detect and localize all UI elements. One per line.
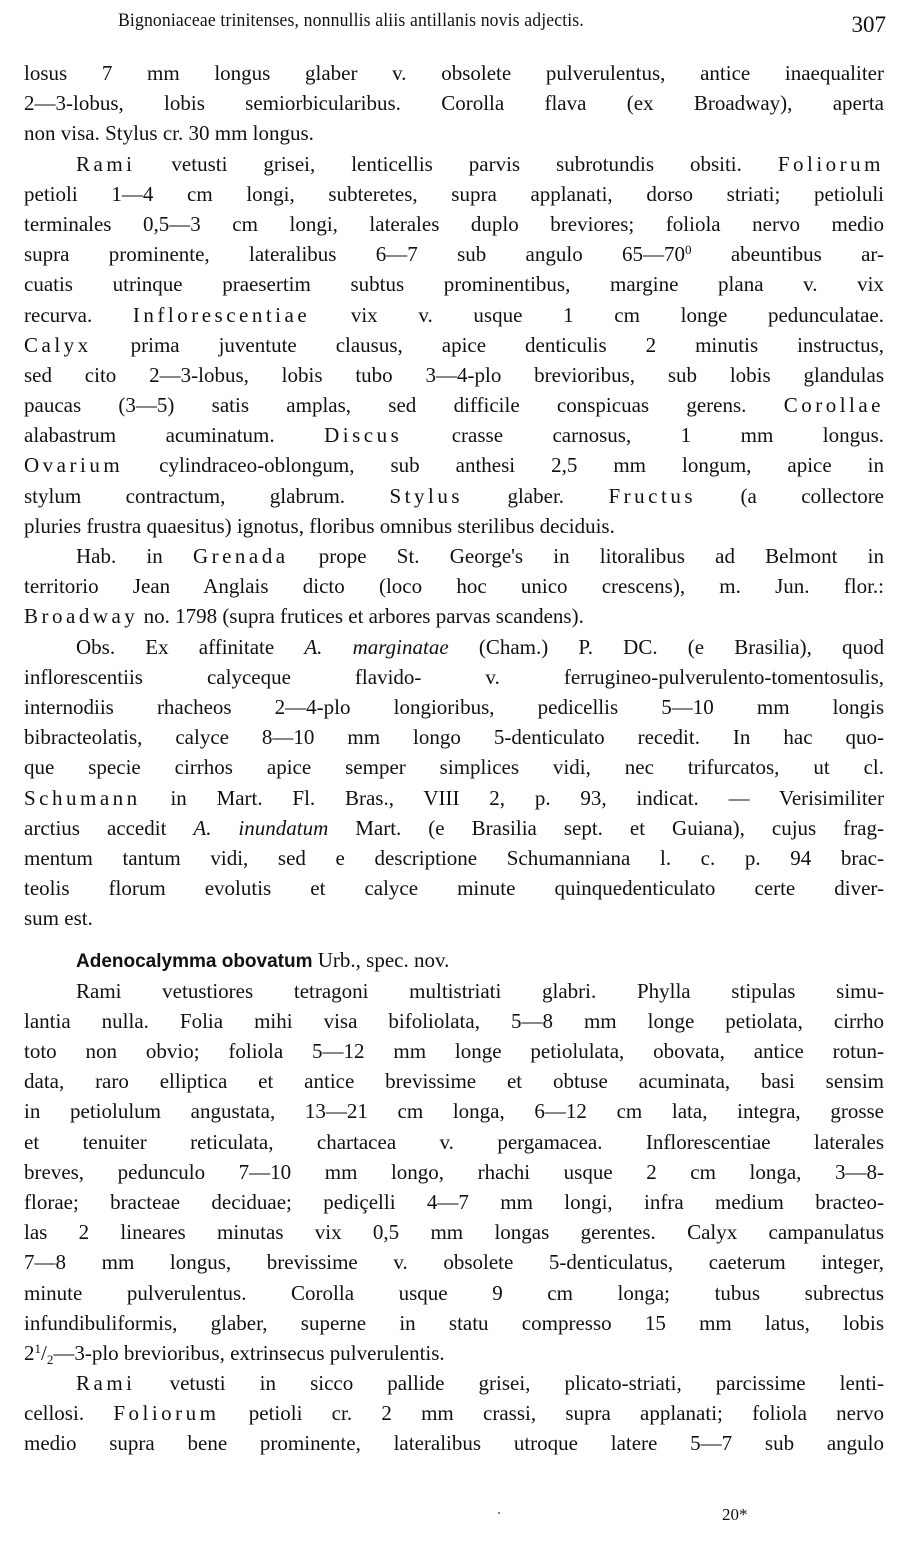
text-run: teolis florum evolutis et calyce minute quinquedenticulato certe diver- xyxy=(24,876,884,901)
text-line xyxy=(24,601,884,631)
text-run: infundibuliformis, glaber, superne in statu compresso 15 mm latus, lobis xyxy=(24,1310,884,1335)
text-line xyxy=(24,179,884,209)
text-run: pluries frustra quaesitus) ignotus, floribus omnibus sterilibus deciduis. xyxy=(24,513,615,538)
text-run: in petiolulum angustata, 13—21 cm longa, 6—12 cm lata, integra, grosse xyxy=(24,1099,884,1124)
text-line xyxy=(24,1217,884,1247)
text-run: stylum contractum, glabrum. xyxy=(24,483,390,508)
text-line xyxy=(24,976,884,1006)
text-line xyxy=(24,420,884,450)
text-run: arctius accedit xyxy=(24,815,194,840)
text-run: medio supra bene prominente, lateralibus utroque latere 5—7 sub angulo xyxy=(24,1431,884,1456)
text-run: cuatis utrinque praesertim subtus prominentibus, margine plana v. vix xyxy=(24,272,884,297)
text-run: in Mart. Fl. Bras., VIII 2, p. 93, indicat. — Verisimiliter xyxy=(140,785,884,810)
text-line xyxy=(24,783,884,813)
text-line xyxy=(24,209,884,239)
spaced-term: Stylus xyxy=(389,483,464,508)
text-run: glaber. xyxy=(463,483,609,508)
text-line xyxy=(24,450,884,480)
text-line xyxy=(24,1096,884,1126)
text-line xyxy=(24,149,884,179)
text-run: petioli 1—4 cm longi, subteretes, supra applanati, dorso striati; petioluli xyxy=(24,181,884,206)
text-line xyxy=(24,662,884,692)
spaced-term: Foliorum xyxy=(777,151,884,176)
text-run: Mart. (e Brasilia sept. et Guiana), cujus frag- xyxy=(328,815,884,840)
text-run: cylindraceo-oblongum, sub anthesi 2,5 mm longum, apice in xyxy=(123,453,884,478)
text-run: Rami vetustiores tetragoni multistriati glabri. Phylla stipulas simu- xyxy=(76,978,884,1003)
text-line xyxy=(24,873,884,903)
text-run: (Cham.) P. DC. (e Brasilia), quod xyxy=(448,634,884,659)
text-run: 2—3-lobus, lobis semiorbicularibus. Corolla flava (ex Broadway), aperta xyxy=(24,91,884,116)
spaced-term: Discus xyxy=(324,423,403,448)
fraction-slash: / xyxy=(41,1340,47,1365)
taxon-italic: A. marginatae xyxy=(304,634,449,659)
degree-superscript: 0 xyxy=(685,242,692,258)
text-run: internodiis rhacheos 2—4-plo longioribus, pedicellis 5—10 mm longis xyxy=(24,694,884,719)
text-line xyxy=(24,1338,884,1368)
species-name: Adenocalymma obovatum xyxy=(76,951,313,973)
spaced-term: Corollae xyxy=(783,393,884,418)
taxon-italic: A. inundatum xyxy=(193,815,329,840)
text-run: toto non obvio; foliola 5—12 mm longe petiolulata, obovata, antice rotun- xyxy=(24,1039,884,1063)
text-run: losus 7 mm longus glaber v. obsolete pulverulentus, antice inaequaliter xyxy=(24,61,884,85)
species-authority: Urb., spec. nov. xyxy=(312,948,450,973)
text-run: data, raro elliptica et antice brevissime et obtuse acuminata, basi sensim xyxy=(24,1069,884,1094)
text-run: alabastrum acuminatum. xyxy=(24,423,325,448)
text-line xyxy=(24,541,884,571)
signature-mark: 20* xyxy=(722,1505,748,1524)
text-run: vix v. usque 1 cm longe pedunculatae. xyxy=(310,302,884,327)
text-line xyxy=(24,1428,884,1458)
text-run: vetusti in sicco pallide grisei, plicato-striati, parcissime lenti- xyxy=(135,1371,884,1396)
text-line xyxy=(24,1308,884,1338)
text-run: supra prominente, lateralibus 6—7 sub angulo 65—70 xyxy=(24,242,686,267)
text-line xyxy=(24,722,884,752)
text-run: sum est. xyxy=(24,906,93,931)
text-run: breves, pedunculo 7—10 mm longo, rhachi usque 2 cm longa, 3—8- xyxy=(24,1159,884,1184)
page-number: 307 xyxy=(851,12,886,37)
text-line xyxy=(24,1036,884,1066)
text-run: inflorescentiis calyceque flavido- v. ferrugineo-pulverulento-tomentosulis, xyxy=(24,664,884,689)
text-line xyxy=(24,692,884,722)
text-line xyxy=(24,58,884,88)
text-run: sed cito 2—3-lobus, lobis tubo 3—4-plo brevioribus, sub lobis glandulas xyxy=(24,362,884,387)
spaced-term: Rami xyxy=(76,1371,136,1396)
spaced-term: Foliorum xyxy=(113,1401,220,1426)
text-line xyxy=(24,1278,884,1308)
text-line xyxy=(24,1127,884,1157)
text-run: no. 1798 (supra frutices et arbores parvas scandens). xyxy=(138,604,584,629)
text-line xyxy=(24,632,884,662)
text-line xyxy=(24,239,884,269)
text-line xyxy=(24,1157,884,1187)
text-line xyxy=(24,360,884,390)
text-line xyxy=(24,330,884,360)
spaced-term: Schumann xyxy=(24,785,141,810)
fraction-numerator: 1 xyxy=(34,1340,41,1356)
body-text xyxy=(24,58,884,1459)
spaced-term: Ovarium xyxy=(24,453,124,478)
text-run: mentum tantum vidi, sed e descriptione Schumanniana l. c. p. 94 brac- xyxy=(24,845,884,870)
text-run: lantia nulla. Folia mihi visa bifoliolata, 5—8 mm longe petiolata, cirrho xyxy=(24,1008,884,1033)
page-header xyxy=(0,6,900,38)
text-line xyxy=(24,118,884,148)
spaced-term: Grenada xyxy=(192,544,289,568)
species-heading xyxy=(24,945,884,975)
text-run: territorio Jean Anglais dicto (loco hoc unico crescens), m. Jun. flor.: xyxy=(24,574,884,599)
text-run: non visa. Stylus cr. 30 mm longus. xyxy=(24,121,314,146)
fraction-denominator: 2 xyxy=(46,1351,54,1367)
text-run: abeuntibus ar- xyxy=(691,242,884,267)
text-run: 7—8 mm longus, brevissime v. obsolete 5-denticulatus, caeterum integer, xyxy=(24,1250,884,1275)
text-run: florae; bracteae deciduae; pediçelli 4—7 mm longi, infra medium bracteo- xyxy=(24,1189,884,1214)
spaced-term: Calyx xyxy=(24,332,92,357)
text-line xyxy=(24,843,884,873)
text-line xyxy=(24,1006,884,1036)
text-line xyxy=(24,88,884,118)
text-line xyxy=(24,1398,884,1428)
text-run: prima juventute clausus, apice denticulis 2 minutis instructus, xyxy=(91,332,884,357)
text-run: bibracteolatis, calyce 8—10 mm longo 5-denticulato recedit. In hac quo- xyxy=(24,725,884,750)
text-line xyxy=(24,511,884,541)
scan-speck xyxy=(498,1512,500,1514)
text-run: paucas (3—5) satis amplas, sed difficile conspicuas gerens. xyxy=(24,393,784,418)
text-line xyxy=(24,1187,884,1217)
text-run: 2 xyxy=(24,1340,35,1365)
text-line xyxy=(24,1247,884,1277)
spaced-term: Fructus xyxy=(608,483,696,508)
text-run: prope St. George's in litoralibus ad Belmont in xyxy=(288,544,884,568)
running-title: Bignoniaceae trinitenses, nonnullis aliis antillanis novis adjectis. xyxy=(118,10,584,31)
text-run: Obs. Ex affinitate xyxy=(76,634,305,659)
text-line xyxy=(24,300,884,330)
spaced-term: Broadway xyxy=(24,604,139,629)
text-line xyxy=(24,269,884,299)
text-run: cellosi. xyxy=(24,1401,114,1426)
text-run: que specie cirrhos apice semper simplices vidi, nec trifurcatos, ut cl. xyxy=(24,755,884,780)
text-run: —3-plo brevioribus, extrinsecus pulverulentis. xyxy=(53,1340,445,1365)
text-run: las 2 lineares minutas vix 0,5 mm longas gerentes. Calyx campanulatus xyxy=(24,1220,884,1245)
text-run: petioli cr. 2 mm crassi, supra applanati; foliola nervo xyxy=(219,1401,884,1426)
text-run: et tenuiter reticulata, chartacea v. pergamacea. Inflorescentiae laterales xyxy=(24,1129,884,1154)
text-run: (a collectore xyxy=(696,483,885,508)
text-line xyxy=(24,752,884,782)
text-run: Hab. in xyxy=(76,544,193,568)
text-line xyxy=(24,813,884,843)
text-line xyxy=(24,390,884,420)
text-line xyxy=(24,1066,884,1096)
text-run: vetusti grisei, lenticellis parvis subrotundis obsiti. xyxy=(135,151,778,176)
text-line xyxy=(24,1368,884,1398)
text-line xyxy=(24,571,884,601)
text-line xyxy=(24,903,884,933)
spaced-term: Inflorescentiae xyxy=(132,302,311,327)
text-run: terminales 0,5—3 cm longi, laterales duplo breviores; foliola nervo medio xyxy=(24,211,884,236)
text-run: crasse carnosus, 1 mm longus. xyxy=(402,423,884,448)
text-run: recurva. xyxy=(24,302,133,327)
text-run: minute pulverulentus. Corolla usque 9 cm longa; tubus subrectus xyxy=(24,1280,884,1305)
spaced-term: Rami xyxy=(76,151,136,176)
text-line xyxy=(24,481,884,511)
